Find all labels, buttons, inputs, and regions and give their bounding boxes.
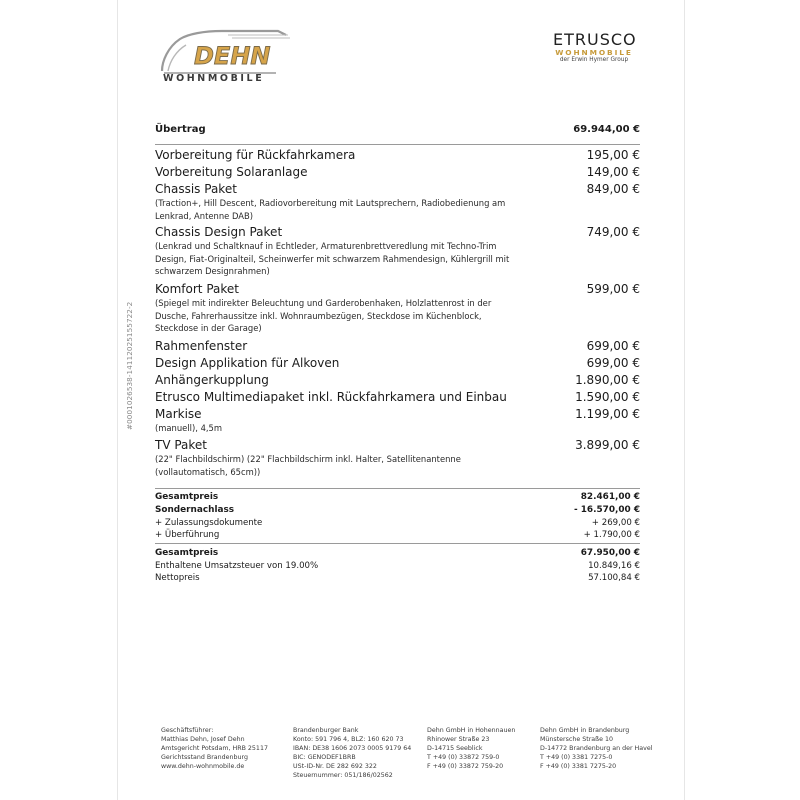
footer-line: Steuernummer: 051/186/02562 bbox=[293, 771, 393, 779]
footer-brandenburg bbox=[540, 727, 653, 772]
carryover-row bbox=[155, 124, 640, 138]
footer-management bbox=[161, 727, 268, 772]
item-amount: 599,00 € bbox=[586, 282, 640, 296]
etrusco-group-text: der Erwin Hymer Group bbox=[559, 57, 629, 63]
footer-line: T +49 (0) 3381 7275-0 bbox=[540, 753, 613, 761]
item-description: (22" Flachbildschirm) (22" Flachbildschirm inkl. Halter, Satellitenantenne (vollautomatisch, 65cm)) bbox=[155, 454, 461, 477]
item-label: TV Paket bbox=[155, 438, 208, 452]
total-label: Gesamtpreis bbox=[155, 492, 219, 502]
net-label: Nettopreis bbox=[155, 573, 200, 583]
dehn-logo-subtitle: WOHNMOBILE bbox=[163, 73, 265, 84]
vat-row bbox=[155, 561, 640, 572]
item-label: Komfort Paket bbox=[155, 282, 239, 296]
total-row bbox=[155, 492, 640, 504]
footer-line: Geschäftsführer: bbox=[161, 727, 214, 734]
discount-row bbox=[155, 505, 640, 517]
vat-amount: 10.849,16 € bbox=[588, 561, 640, 571]
net-row bbox=[155, 573, 640, 584]
item-amount: 849,00 € bbox=[586, 182, 640, 196]
footer-line: BIC: GENODEF1BRB bbox=[293, 753, 356, 761]
footer-line: Dehn GmbH in Hohennauen bbox=[427, 727, 516, 734]
discount-amount: - 16.570,00 € bbox=[573, 505, 640, 515]
footer-line: Brandenburger Bank bbox=[293, 727, 359, 734]
final-total-row bbox=[155, 548, 640, 560]
item-label: Chassis Design Paket bbox=[155, 225, 283, 239]
item-amount: 149,00 € bbox=[586, 165, 640, 179]
footer-line: D-14715 Seeblick bbox=[427, 744, 483, 752]
footer-line: Gerichtsstand Brandenburg bbox=[161, 753, 248, 761]
transfer-row bbox=[155, 530, 640, 541]
header-divider bbox=[155, 144, 640, 145]
etrusco-logo-text: ETRUSCO bbox=[553, 30, 637, 49]
item-amount: 1.890,00 € bbox=[575, 373, 640, 387]
footer-website-link[interactable]: www.dehn-wohnmobile.de bbox=[161, 762, 245, 770]
final-total-label: Gesamtpreis bbox=[155, 548, 219, 558]
footer-line: F +49 (0) 3381 7275-20 bbox=[540, 762, 617, 770]
footer-line: Dehn GmbH in Brandenburg bbox=[540, 727, 630, 734]
item-amount: 749,00 € bbox=[586, 225, 640, 239]
item-label: Vorbereitung für Rückfahrkamera bbox=[155, 148, 356, 162]
carryover-amount: 69.944,00 € bbox=[573, 124, 640, 135]
footer-line: F +49 (0) 33872 759-20 bbox=[427, 762, 504, 770]
discount-label: Sondernachlass bbox=[155, 505, 235, 515]
footer-line: T +49 (0) 33872 759-0 bbox=[427, 753, 500, 761]
item-amount: 1.199,00 € bbox=[575, 407, 640, 421]
footer-line: IBAN: DE38 1606 2073 0005 9179 64 bbox=[293, 744, 412, 752]
carryover-label: Übertrag bbox=[155, 124, 206, 135]
item-amount: 3.899,00 € bbox=[575, 438, 640, 452]
item-amount: 699,00 € bbox=[586, 339, 640, 353]
transfer-amount: + 1.790,00 € bbox=[583, 530, 640, 540]
item-label: Anhängerkupplung bbox=[155, 373, 269, 387]
footer-line: Matthias Dehn, Josef Dehn bbox=[161, 735, 245, 743]
registration-row bbox=[155, 518, 640, 529]
footer-line: Amtsgericht Potsdam, HRB 25117 bbox=[161, 744, 268, 752]
footer-bank bbox=[293, 727, 411, 780]
item-amount: 195,00 € bbox=[586, 148, 640, 162]
item-label: Vorbereitung Solaranlage bbox=[155, 165, 308, 179]
etrusco-logo-subtitle: WOHNMOBILE bbox=[555, 48, 633, 57]
etrusco-logo bbox=[553, 30, 635, 63]
item-label: Markise bbox=[155, 407, 202, 421]
item-description: (Traction+, Hill Descent, Radiovorbereitung mit Lautsprechern, Radiobedienung am Lenkrad, Antenne DAB) bbox=[155, 198, 506, 221]
item-label: Rahmenfenster bbox=[155, 339, 248, 353]
net-amount: 57.100,84 € bbox=[588, 573, 640, 583]
item-amount: 699,00 € bbox=[586, 356, 640, 370]
footer-line: Rhinower Straße 23 bbox=[427, 735, 490, 743]
item-description: (Lenkrad und Schaltknauf in Echtleder, Armaturenbrettveredlung mit Techno-Trim Design, Fiat-Originalteil, Scheinwerfer mit schwarzem Rahmendesign, Kühlergrill mit schwarzem Designrahmen) bbox=[155, 241, 510, 277]
totals-divider bbox=[155, 488, 640, 489]
footer-line: D-14772 Brandenburg an der Havel bbox=[540, 744, 653, 752]
final-divider bbox=[155, 543, 640, 544]
item-label: Etrusco Multimediapaket inkl. Rückfahrkamera und Einbau bbox=[155, 390, 507, 404]
footer-line: USt-ID-Nr. DE 282 692 322 bbox=[293, 762, 377, 770]
footer-line: Münstersche Straße 10 bbox=[540, 735, 614, 743]
transfer-label: + Überführung bbox=[155, 530, 220, 540]
registration-amount: + 269,00 € bbox=[591, 518, 640, 528]
dehn-logo-text: DEHN bbox=[194, 42, 271, 70]
footer-line: Konto: 591 796 4, BLZ: 160 620 73 bbox=[293, 735, 404, 743]
total-amount: 82.461,00 € bbox=[580, 492, 640, 502]
item-label: Design Applikation für Alkoven bbox=[155, 356, 340, 370]
registration-label: + Zulassungsdokumente bbox=[155, 518, 263, 528]
item-label: Chassis Paket bbox=[155, 182, 237, 196]
item-description: (manuell), 4,5m bbox=[155, 423, 223, 433]
side-reference-code bbox=[125, 420, 134, 430]
final-total-amount: 67.950,00 € bbox=[580, 548, 640, 558]
footer-hohennauen bbox=[427, 727, 515, 772]
item-amount: 1.590,00 € bbox=[575, 390, 640, 404]
item-description: (Spiegel mit indirekter Beleuchtung und Garderobenhaken, Holzlattenrost in der Dusche, Fahrerhaussitze inkl. Wohnraumbezügen, Steckdose im Küchenblock, Steckdose in der Garage) bbox=[155, 298, 492, 334]
vat-label: Enthaltene Umsatzsteuer von 19.00% bbox=[155, 561, 319, 571]
